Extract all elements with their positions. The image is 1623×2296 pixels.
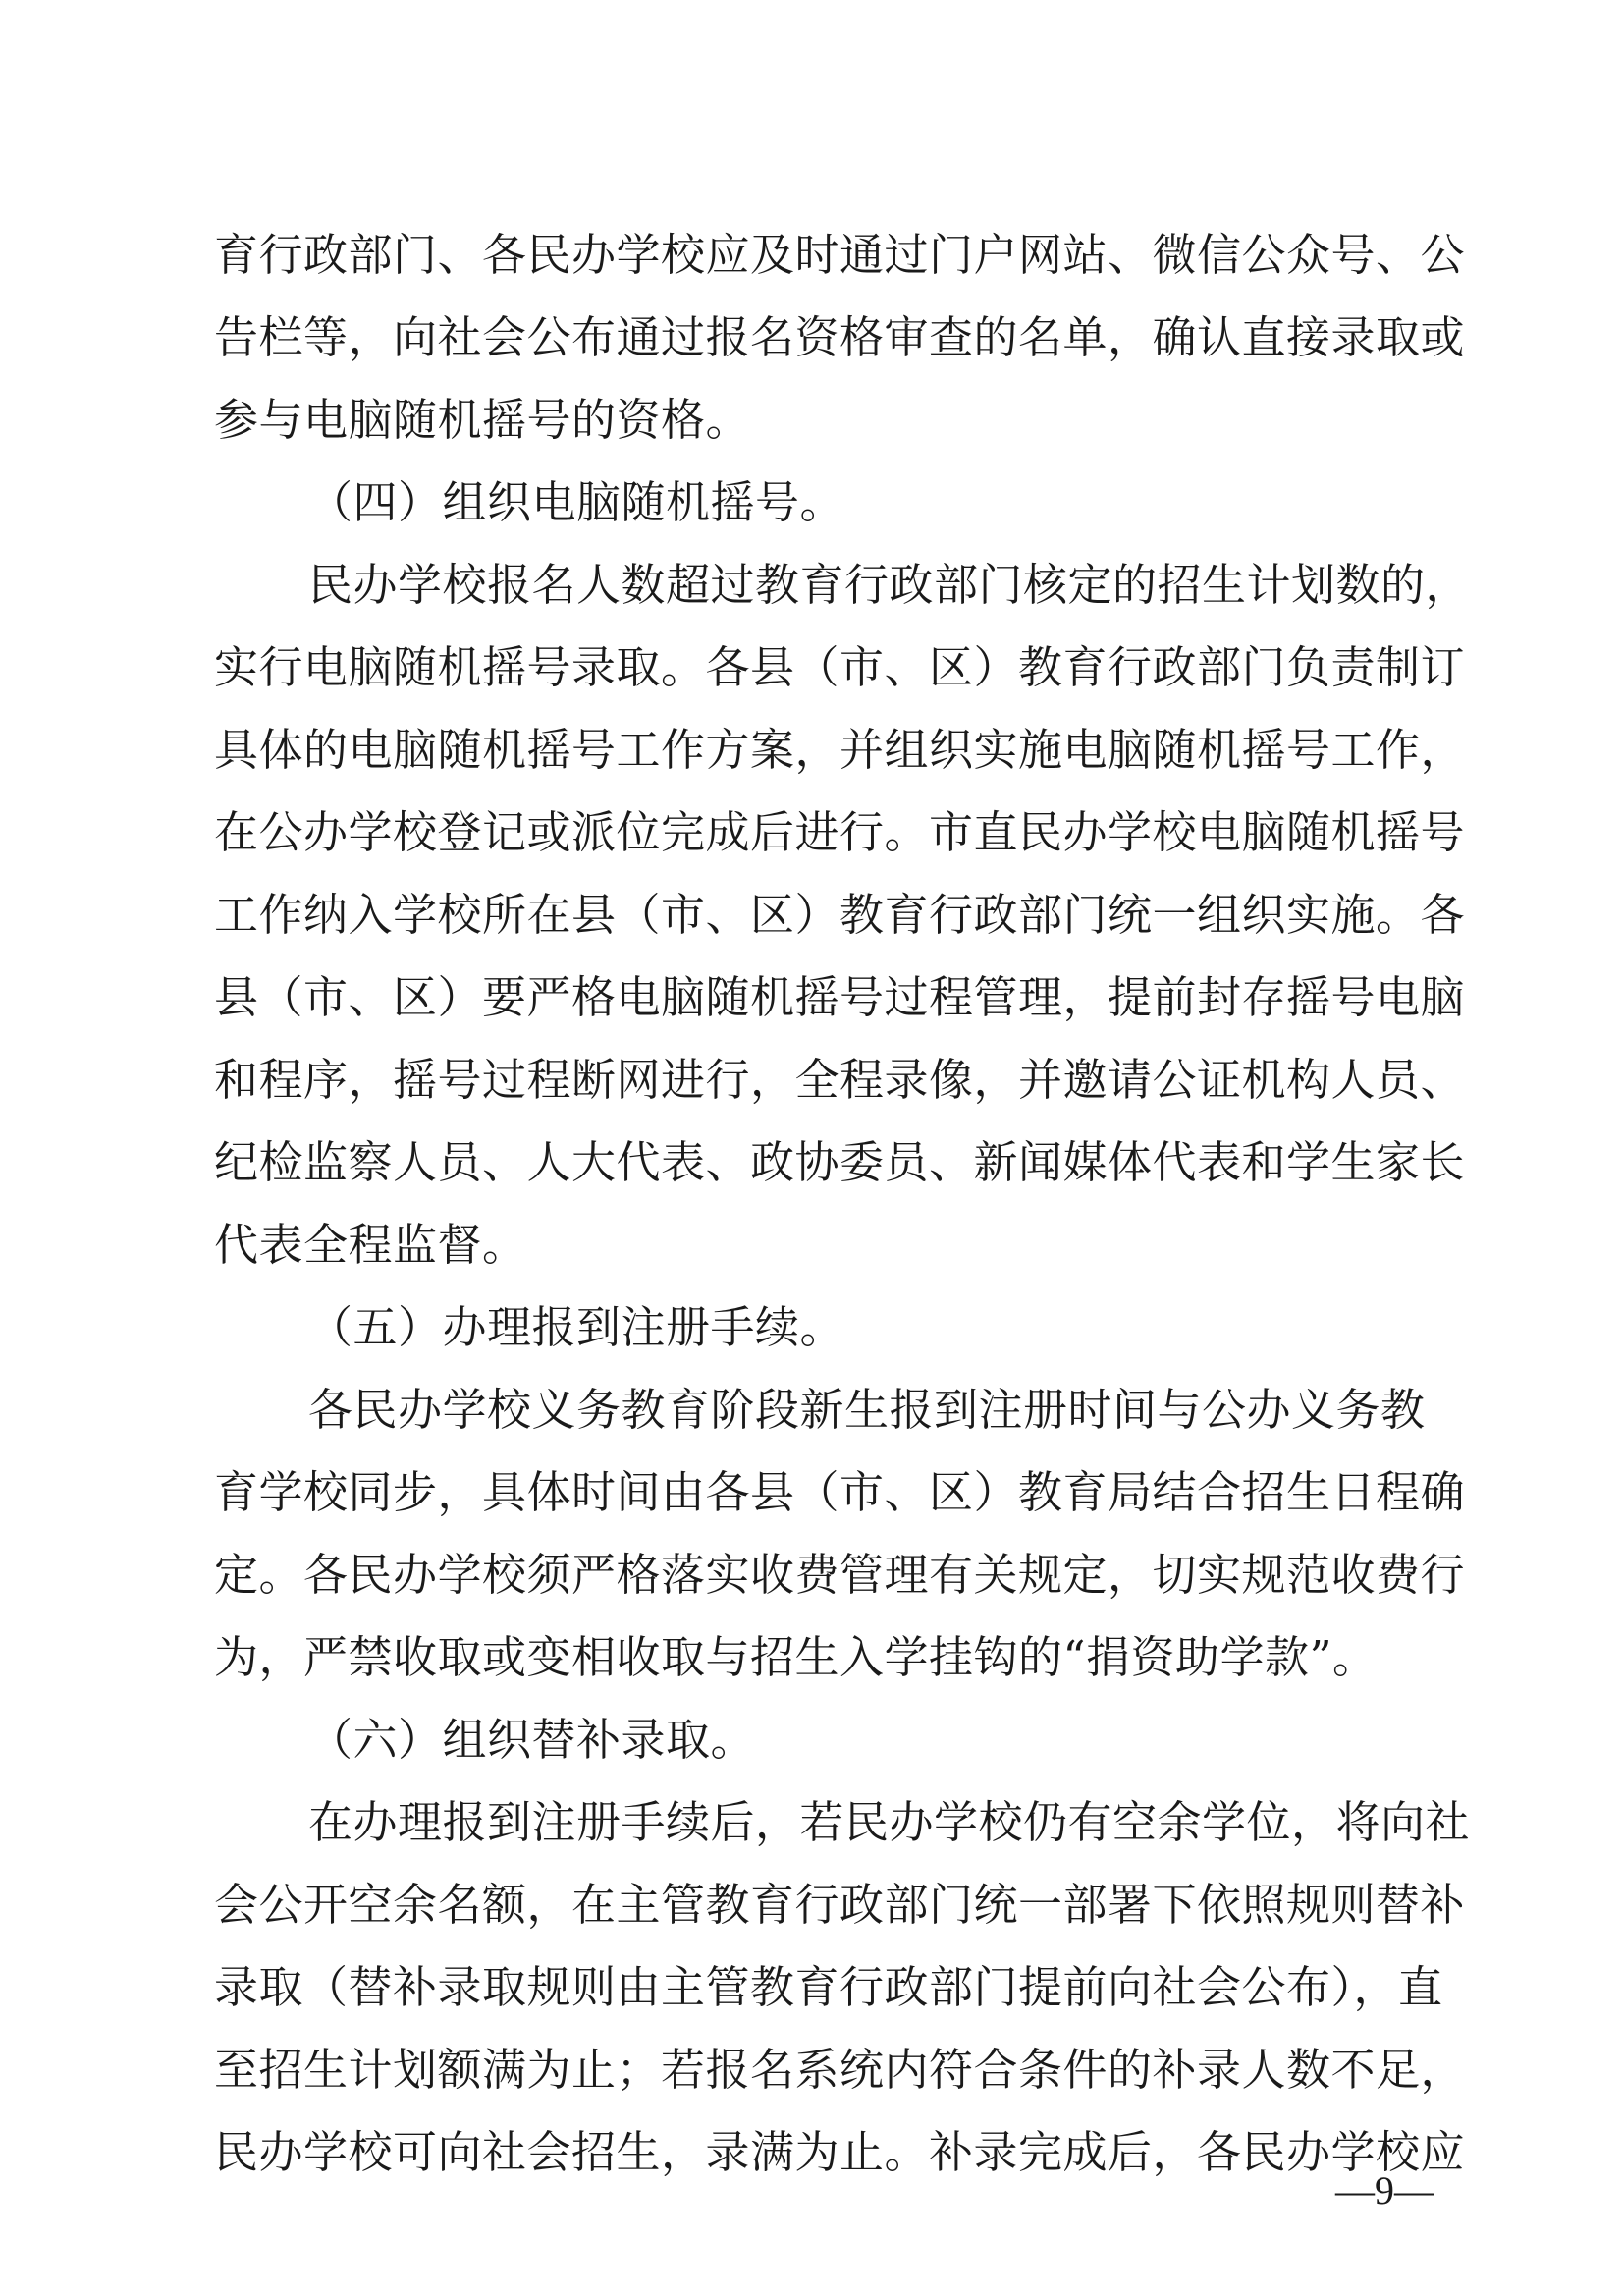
text-line: 县（市、区）要严格电脑随机摇号过程管理，提前封存摇号电脑 <box>214 971 1466 1023</box>
text-line: 具体的电脑随机摇号工作方案，并组织实施电脑随机摇号工作， <box>214 724 1466 776</box>
text-line: 育学校同步，具体时间由各县（市、区）教育局结合招生日程确 <box>214 1466 1466 1518</box>
document-body <box>214 214 1471 2194</box>
text-line: 代表全程监督。 <box>214 1219 527 1271</box>
text-line: 为，严禁收取或变相收取与招生入学挂钩的“捐资助学款”。 <box>214 1631 1378 1683</box>
text-line: 实行电脑随机摇号录取。各县（市、区）教育行政部门负责制订 <box>214 641 1466 693</box>
section-heading: （六）组织替补录取。 <box>308 1714 756 1766</box>
text-line: 民办学校报名人数超过教育行政部门核定的招生计划数的， <box>308 559 1471 611</box>
text-line: 和程序，摇号过程断网进行，全程录像，并邀请公证机构人员、 <box>214 1054 1466 1106</box>
text-line: 参与电脑随机摇号的资格。 <box>214 394 751 446</box>
text-line: 定。各民办学校须严格落实收费管理有关规定，切实规范收费行 <box>214 1549 1466 1601</box>
page-number: —9— <box>1335 2168 1434 2213</box>
text-line: 告栏等，向社会公布通过报名资格审查的名单，确认直接录取或 <box>214 311 1466 363</box>
section-heading: （五）办理报到注册手续。 <box>308 1301 845 1353</box>
text-line: 民办学校可向社会招生，录满为止。补录完成后，各民办学校应 <box>214 2126 1466 2178</box>
text-line: 录取（替补录取规则由主管教育行政部门提前向社会公布），直 <box>214 1961 1443 2013</box>
text-line: 会公开空余名额，在主管教育行政部门统一部署下依照规则替补 <box>214 1879 1466 1931</box>
text-line: 各民办学校义务教育阶段新生报到注册时间与公办义务教 <box>308 1384 1426 1436</box>
text-line: 工作纳入学校所在县（市、区）教育行政部门统一组织实施。各 <box>214 889 1466 941</box>
text-line: 育行政部门、各民办学校应及时通过门户网站、微信公众号、公 <box>214 229 1466 281</box>
text-line: 纪检监察人员、人大代表、政协委员、新闻媒体代表和学生家长 <box>214 1136 1466 1188</box>
text-line: 在办理报到注册手续后，若民办学校仍有空余学位，将向社 <box>308 1796 1471 1848</box>
section-heading: （四）组织电脑随机摇号。 <box>308 476 845 528</box>
text-line: 在公办学校登记或派位完成后进行。市直民办学校电脑随机摇号 <box>214 806 1466 858</box>
text-line: 至招生计划额满为止；若报名系统内符合条件的补录人数不足， <box>214 2044 1466 2096</box>
